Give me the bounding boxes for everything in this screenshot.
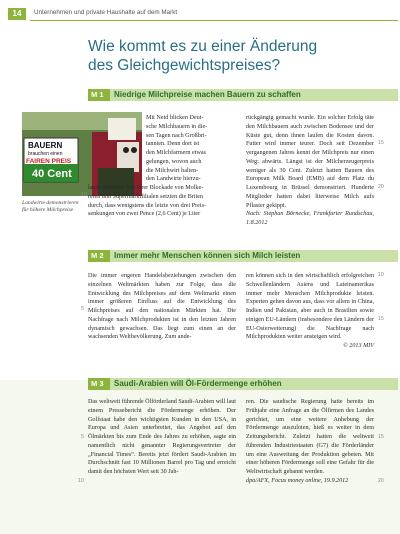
m1-text-beside-photo [146,114,236,184]
line-number: 15 [378,316,384,322]
photo-caption-line-1: Landwirte demonstrieren [22,200,79,206]
m1-line: tannien. Denn dort ist [146,141,200,148]
m1-line: den Milchfarmern etwas [146,150,207,156]
header-rule [30,20,398,21]
m1-line: die Milchwirt halten- [146,167,199,174]
sign-word-40-cent: 40 Cent [32,168,72,180]
page-header [0,0,400,22]
line-number: 15 [378,140,384,146]
m1-right-text: rückgängig gemacht wurde. Ein solcher Erfolg täte den Milchbauern auch zwischen Bodensee und der Küste gut, denn ihnen laufen die Kosten davon. Futter wird immer teurer. Doch seit Dezember vergangenen Jahres kennt der Milchpreis nur einen Weg: abwärts. Längst ist der Milcherzeugerpreis weniger als 30 Cent. Zuletzt hatten Bauern des European Milk Board (EMB) auf dem Platz du Luxembourg in Brüssel demonstriert. Hunderte Mitglieder hatten dabei literweise Milch aufs Pflaster gekippt. [246,115,374,209]
page-title [88,37,388,75]
m2-right-column [246,272,374,351]
page-title-line-1: Wie kommt es zu einer Änderung [88,38,318,55]
line-number: 10 [81,192,87,198]
m1-text-below-photo [88,184,236,219]
m1-line: reien und Supermarktfilialen setzten die Briten [88,193,204,200]
m1-line: lande träumen: Mit ihrer Blockade von Molke- [88,185,204,191]
m3-left-column [88,398,236,477]
line-number: 5 [81,434,84,440]
line-number: 10 [78,478,84,484]
m2-left-column [88,272,236,342]
line-number: 15 [378,434,384,440]
page-number: 14 [12,9,22,18]
photo-caption-line-2: für höhere Milchpreise [22,207,74,213]
m3-left-text: Das weltweit führende Ölförderland Saudi-Arabien will laut einem Pressebericht die Fördermenge erhöhen. Der Golfstaat habe den wichtigsten Kunden in den USA, in Europa und Asien unterbreitet, das Angebot auf den Ölmärkten bis zum Ende des Jahres zu erhöhen, sagte ein namentlich nicht genannter Regierungsvertreter der „Financial Times“. Bereits jetzt fördert Saudi-Arabien im Durchschnitt fast 10 Millionen Barrel pro Tag und erreicht damit den höchsten Wert seit 30 Jah- [88,399,237,475]
m2-right-text: ren können sich in den wirtschaftlich erfolgreichen Schwellenländern Asiens und Lateinamerikas immer mehr Menschen Milchprodukte leisten. Experten gehen davon aus, dass vor allem in China, Indien und Pakistan, aber auch in Brasilien sowie einigen EU-Ländern (insbesondere den Ländern der EU-Osterweiterung) die Nachfrage nach Milchprodukten weiter ansteigen wird. [246,273,374,341]
line-number: 20 [378,184,384,190]
section-m1-tag: M 1 [88,89,110,101]
line-number: 5 [81,306,84,312]
page-title-line-2: des Gleichgewichtspreises? [88,57,281,74]
section-m2-tag: M 2 [88,250,110,262]
sign-word-brauchen: brauchen einen [28,151,63,157]
running-title: Unternehmen und private Haushalte auf dem Markt [34,9,178,16]
m1-line: senkungen von zwei Pence (2,6 Cent) je Liter [88,211,201,218]
photo-caption [22,200,86,214]
m2-left-text: Die immer engeren Handelsbeziehungen zwischen den einzelnen Weltmärkten haben zur Folge, dass die Entwicklung des Milchpreises auf dem Weltmarkt einen immer größeren Einfluss auf die Entwicklung des Milchpreises auf den nationalen Märkten hat. Die Nachfrage nach Milchprodukten ist in den letzten Jahren dynamisch gewachsen. Das liegt zum einen an der wachsenden Weltbevölkerung. Zum ande- [88,273,236,341]
line-number: 10 [378,272,384,278]
m1-right-column [246,114,374,228]
m1-source: Nach: Stephan Börnecke, Frankfurter Rundschau, 1.8.2012 [246,211,374,226]
m1-line: gelungen, wovon auch [146,158,202,165]
m3-source: dpa/AFX, Focus money online, 19.9.2012 [246,477,349,484]
m2-source: © 2013 MIV [343,343,374,349]
section-m3-tag: M 3 [88,378,110,390]
section-m1-heading: Niedrige Milchpreise machen Bauern zu schaffen [114,90,301,99]
m1-line: den Landwirte hierzu- [146,176,201,183]
section-m2-heading: Immer mehr Menschen können sich Milch leisten [114,251,301,260]
m1-line: Mit Neid blicken Deut- [146,115,204,121]
section-m3-heading: Saudi-Arabien will Öl-Fördermenge erhöhen [114,379,282,388]
sign-word-bauern: BAUERN [28,141,63,150]
m3-right-column [246,398,374,486]
m1-line: sen Tagen nach Großbri- [146,132,207,139]
line-number: 20 [378,478,384,484]
m1-line: sche Milchbauern in die- [146,123,208,130]
sign-word-fairen-preis: FAIREN PREIS [26,158,72,165]
m3-right-text: ren. Die saudische Regierung hatte bereits im Frühjahr eine Anfrage an die Ölfirmen des Landes gerichtet, um eine weitere Anhebung der Fördermenge auszuloten, hieß es weiter in dem Zeitungsbericht. Zuletzt hatten die weltweit führenden Industriestaaten (G7) die Förderländer um eine Ausweitung der Produktion gebeten. Mit einer höheren Fördermenge soll eine Gefahr für die Weltwirtschaft gebannt werden. [246,399,374,475]
m1-line: durch, dass wenigstens die letzte von drei Preis- [88,202,207,209]
